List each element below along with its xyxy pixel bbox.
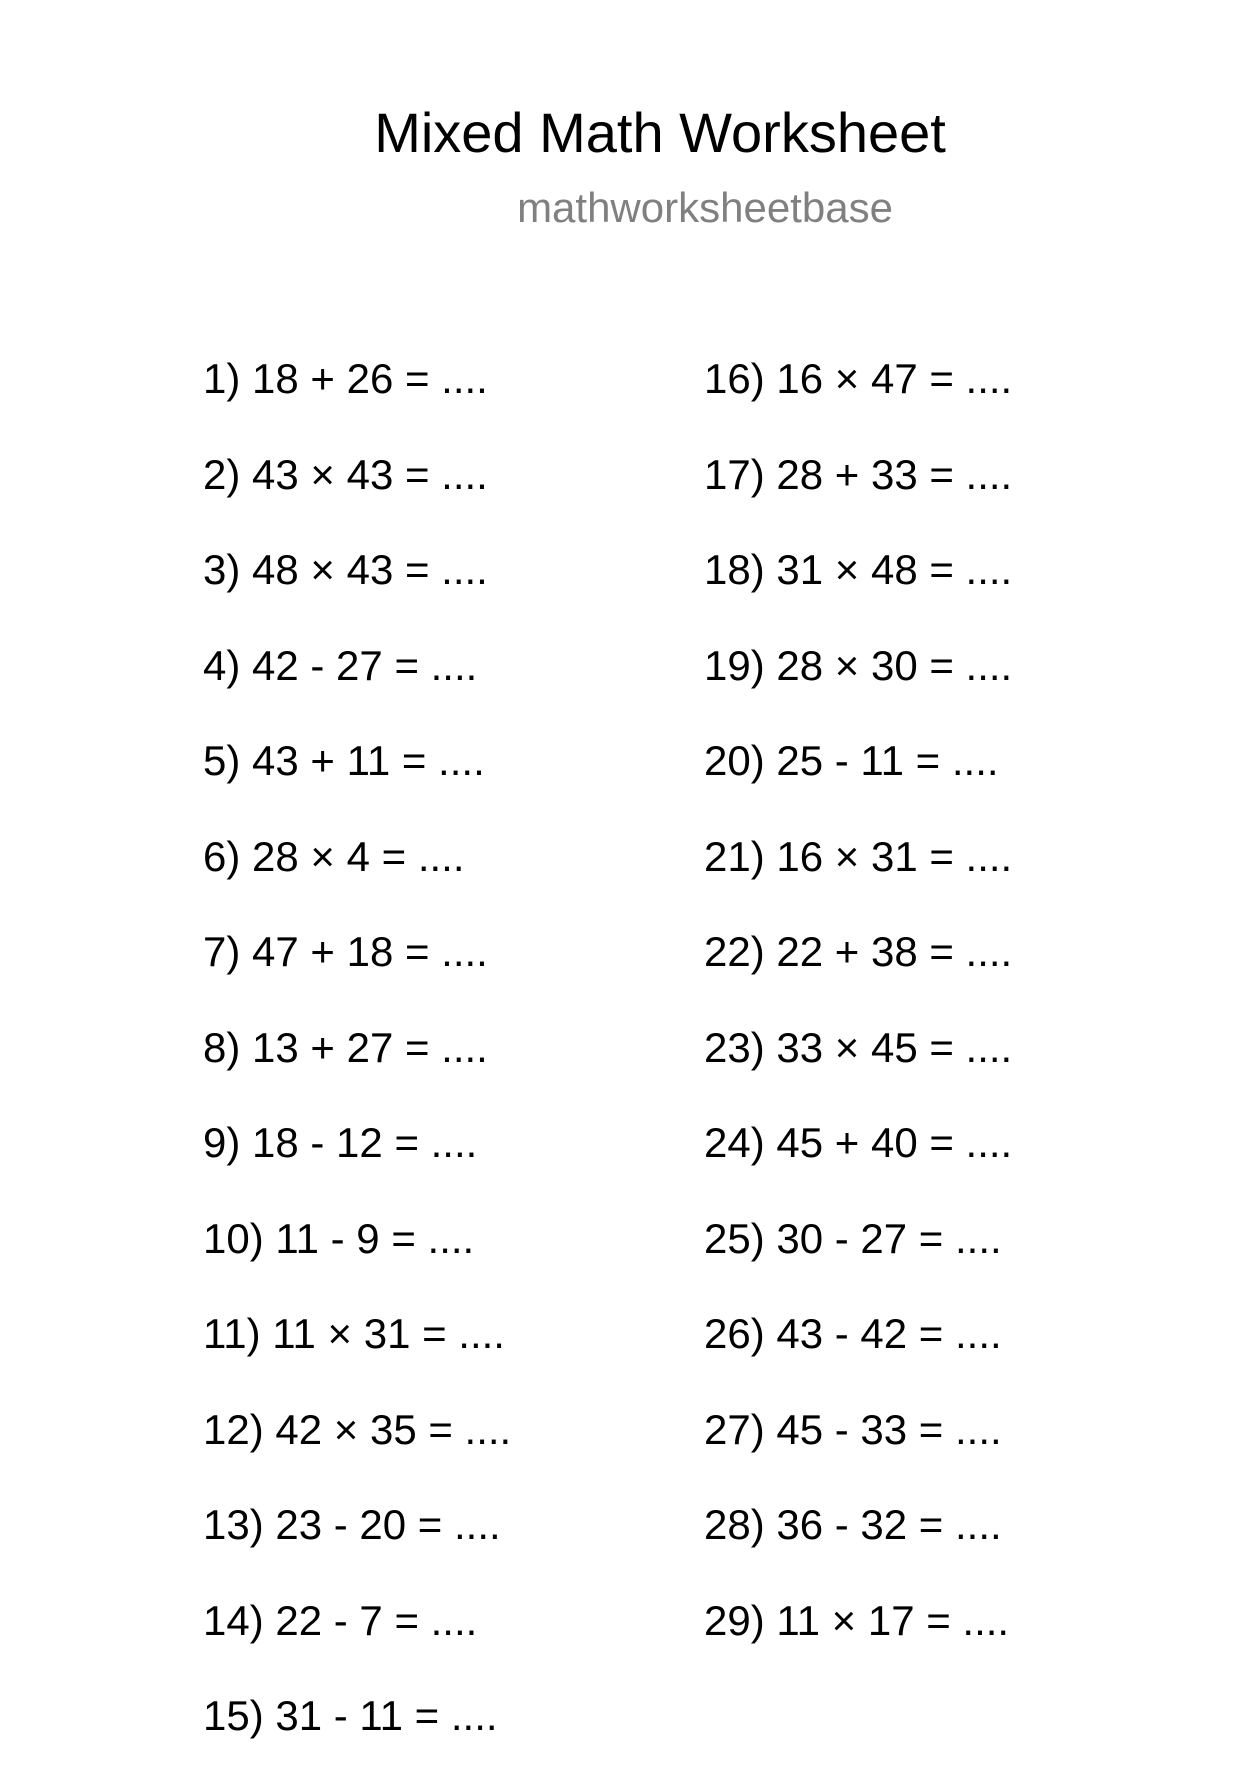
problem-item: 6) 28 × 4 = .... bbox=[203, 832, 465, 880]
problem-item: 20) 25 - 11 = .... bbox=[704, 737, 999, 784]
problem-item: 9) 18 - 12 = .... bbox=[203, 1119, 478, 1166]
problem-item: 24) 45 + 40 = .... bbox=[704, 1119, 1013, 1166]
problem-item: 16) 16 × 47 = .... bbox=[704, 355, 1013, 402]
problem-item: 2) 43 × 43 = .... bbox=[203, 450, 488, 498]
problem-item: 22) 22 + 38 = .... bbox=[704, 928, 1013, 975]
problem-item: 26) 43 - 42 = .... bbox=[704, 1310, 1002, 1357]
problem-item: 25) 30 - 27 = .... bbox=[704, 1214, 1002, 1262]
problem-item: 17) 28 + 33 = .... bbox=[704, 450, 1013, 498]
problem-item: 5) 43 + 11 = .... bbox=[203, 737, 485, 784]
problem-item: 8) 13 + 27 = .... bbox=[203, 1023, 488, 1071]
problem-item: 12) 42 × 35 = .... bbox=[203, 1405, 512, 1453]
problem-item: 21) 16 × 31 = .... bbox=[704, 832, 1013, 880]
problem-item: 3) 48 × 43 = .... bbox=[203, 546, 488, 593]
problem-item: 13) 23 - 20 = .... bbox=[203, 1501, 501, 1548]
problem-item: 27) 45 - 33 = .... bbox=[704, 1405, 1002, 1453]
worksheet-title: Mixed Math Worksheet bbox=[374, 101, 946, 164]
problem-list-right bbox=[704, 349, 1012, 1686]
problem-item: 19) 28 × 30 = .... bbox=[704, 641, 1013, 689]
problem-item: 23) 33 × 45 = .... bbox=[704, 1023, 1013, 1071]
problem-item: 29) 11 × 17 = .... bbox=[704, 1596, 1010, 1644]
problem-item: 28) 36 - 32 = .... bbox=[704, 1501, 1002, 1548]
worksheet-subtitle: mathworksheetbase bbox=[517, 184, 893, 231]
problem-item: 18) 31 × 48 = .... bbox=[704, 546, 1013, 593]
problem-item: 1) 18 + 26 = .... bbox=[203, 355, 488, 402]
problem-item: 15) 31 - 11 = .... bbox=[203, 1692, 498, 1739]
problem-item: 14) 22 - 7 = .... bbox=[203, 1596, 478, 1644]
problem-item: 11) 11 × 31 = .... bbox=[203, 1310, 505, 1357]
problem-item: 10) 11 - 9 = .... bbox=[203, 1214, 475, 1262]
problem-item: 4) 42 - 27 = .... bbox=[203, 641, 478, 689]
problem-item: 7) 47 + 18 = .... bbox=[203, 928, 488, 975]
problem-list-left bbox=[203, 349, 511, 1782]
